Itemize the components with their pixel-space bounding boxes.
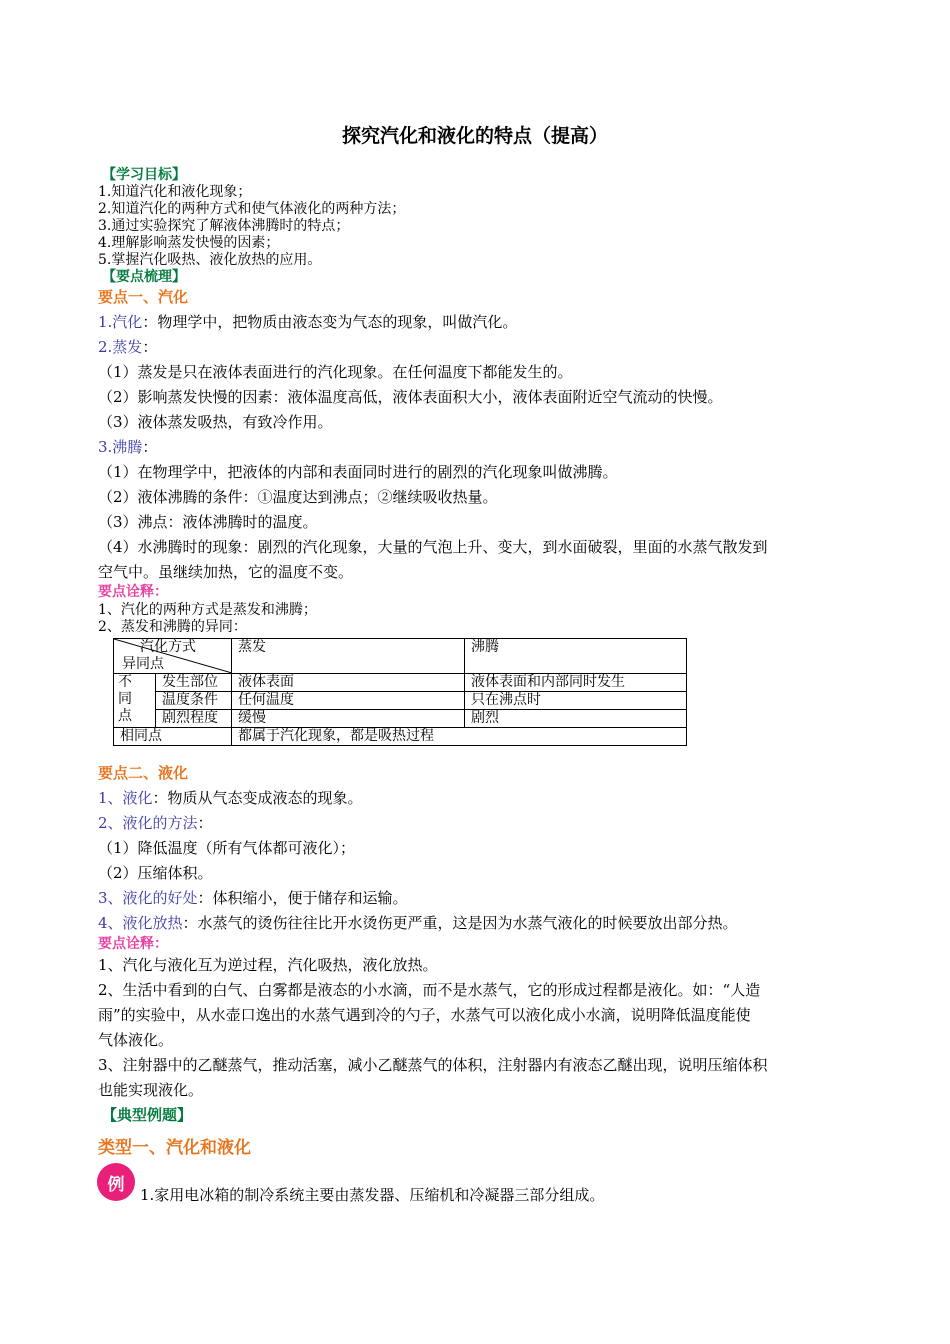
- list-item: 空气中。虽继续加热，它的温度不变。: [98, 563, 354, 581]
- table-cell: 只在沸点时: [465, 692, 687, 710]
- row-label: 相同点: [114, 728, 232, 746]
- example-question: 1.家用电冰箱的制冷系统主要由蒸发器、压缩机和冷凝器三部分组成。: [140, 1186, 605, 1204]
- note-heading: 要点诠释：: [98, 936, 168, 952]
- term-label: 3.沸腾: [98, 438, 143, 456]
- note-line: 1、汽化与液化互为逆过程，汽化吸热，液化放热。: [98, 956, 438, 974]
- row-label: 剧烈程度: [156, 710, 232, 728]
- table-row: [114, 674, 687, 692]
- definition-methods: [98, 816, 213, 831]
- definition-evaporation: [98, 340, 157, 355]
- table-row: [114, 728, 687, 746]
- term-text: ：: [142, 338, 158, 356]
- list-item: （3）液体蒸发吸热，有致冷作用。: [98, 413, 333, 431]
- points-heading: 【要点梳理】: [102, 269, 186, 285]
- list-item: （2）影响蒸发快慢的因素：液体温度高低，液体表面积大小，液体表面附近空气流动的快慢。: [98, 388, 723, 406]
- note-item: 1、汽化的两种方式是蒸发和沸腾；: [98, 602, 317, 618]
- group-label-char: 同: [118, 691, 132, 707]
- group-label-char: 不: [118, 674, 132, 690]
- term-text: ：体积缩小，便于储存和运输。: [197, 889, 408, 907]
- term-label: 1.汽化: [98, 313, 143, 331]
- goal-item: 5.掌握汽化吸热、液化放热的应用。: [98, 252, 322, 268]
- definition-benefit: [98, 891, 408, 906]
- definition-vaporization: [98, 315, 517, 330]
- table-corner-cell: [114, 639, 232, 674]
- list-item: （3）沸点：液体沸腾时的温度。: [98, 513, 318, 531]
- corner-top-label: 汽化方式: [140, 639, 196, 655]
- corner-bottom-label: 异同点: [122, 656, 164, 672]
- note-line: 气体液化。: [98, 1031, 174, 1049]
- column-header: 蒸发: [232, 639, 465, 674]
- term-text: ：物质从气态变成液态的现象。: [152, 789, 363, 807]
- term-label: 2、液化的方法: [98, 814, 198, 832]
- note-line: 也能实现液化。: [98, 1081, 204, 1099]
- note-line: 2、生活中看到的白气、白雾都是液态的小水滴，而不是水蒸气，它的形成过程都是液化。如：“人造: [98, 981, 761, 999]
- page-title: 探究汽化和液化的特点（提高）: [341, 125, 608, 147]
- term-text: ：水蒸气的烫伤往往比开水烫伤更严重，这是因为水蒸气液化的时候要放出部分热。: [182, 914, 738, 932]
- term-text: ：物理学中，把物质由液态变为气态的现象，叫做汽化。: [142, 313, 518, 331]
- note-item: 2、蒸发和沸腾的异同：: [98, 619, 247, 635]
- note-line: 雨”的实验中，从水壶口逸出的水蒸气遇到冷的勺子，水蒸气可以液化成小水滴，说明降低温度能使: [98, 1006, 751, 1024]
- term-text: ：: [142, 438, 158, 456]
- definition-liquefaction: [98, 791, 363, 806]
- definition-heat-release: [98, 916, 738, 931]
- note-line: 3、注射器中的乙醚蒸气，推动活塞，减小乙醚蒸气的体积，注射器内有液态乙醚出现，说明压缩体积: [98, 1056, 768, 1074]
- definition-boiling: [98, 440, 157, 455]
- row-label: 温度条件: [156, 692, 232, 710]
- table-cell: 剧烈: [465, 710, 687, 728]
- table-cell: 液体表面: [232, 674, 465, 692]
- row-label: 发生部位: [156, 674, 232, 692]
- table-cell: 任何温度: [232, 692, 465, 710]
- section-heading-liquefaction: 要点二、液化: [98, 764, 189, 782]
- goal-item: 1.知道汽化和液化现象；: [98, 184, 252, 200]
- example-badge-icon: 例: [97, 1163, 135, 1201]
- group-label-char: 点: [118, 708, 132, 724]
- term-label: 1、液化: [98, 789, 153, 807]
- table-header-row: [114, 639, 687, 674]
- list-item: （2）液体沸腾的条件：①温度达到沸点；②继续吸收热量。: [98, 488, 498, 506]
- table-cell: 缓慢: [232, 710, 465, 728]
- list-item: （1）蒸发是只在液体表面进行的汽化现象。在任何温度下都能发生的。: [98, 363, 573, 381]
- table-cell: 液体表面和内部同时发生: [465, 674, 687, 692]
- table-row: [114, 692, 687, 710]
- term-label: 3、液化的好处: [98, 889, 198, 907]
- goal-item: 3.通过实验探究了解液体沸腾时的特点；: [98, 218, 350, 234]
- group-label-cell: [114, 674, 156, 728]
- list-item: （2）压缩体积。: [98, 864, 213, 882]
- goals-heading: 【学习目标】: [102, 167, 186, 183]
- examples-heading: 【典型例题】: [102, 1106, 193, 1124]
- list-item: （1）在物理学中，把液体的内部和表面同时进行的剧烈的汽化现象叫做沸腾。: [98, 463, 618, 481]
- column-header: 沸腾: [465, 639, 687, 674]
- note-heading: 要点诠释：: [98, 584, 168, 600]
- comparison-table: [113, 638, 687, 746]
- type-heading: 类型一、汽化和液化: [98, 1138, 251, 1158]
- term-label: 4、液化放热: [98, 914, 183, 932]
- list-item: （1）降低温度（所有气体都可液化）；: [98, 839, 356, 857]
- goal-item: 4.理解影响蒸发快慢的因素；: [98, 235, 280, 251]
- table-cell: 都属于汽化现象，都是吸热过程: [232, 728, 687, 746]
- table-row: [114, 710, 687, 728]
- goal-item: 2.知道汽化的两种方式和使气体液化的两种方法；: [98, 201, 406, 217]
- term-label: 2.蒸发: [98, 338, 143, 356]
- term-text: ：: [197, 814, 213, 832]
- section-heading-vaporization: 要点一、汽化: [98, 288, 189, 306]
- list-item: （4）水沸腾时的现象：剧烈的汽化现象，大量的气泡上升、变大，到水面破裂，里面的水蒸气散发到: [98, 538, 768, 556]
